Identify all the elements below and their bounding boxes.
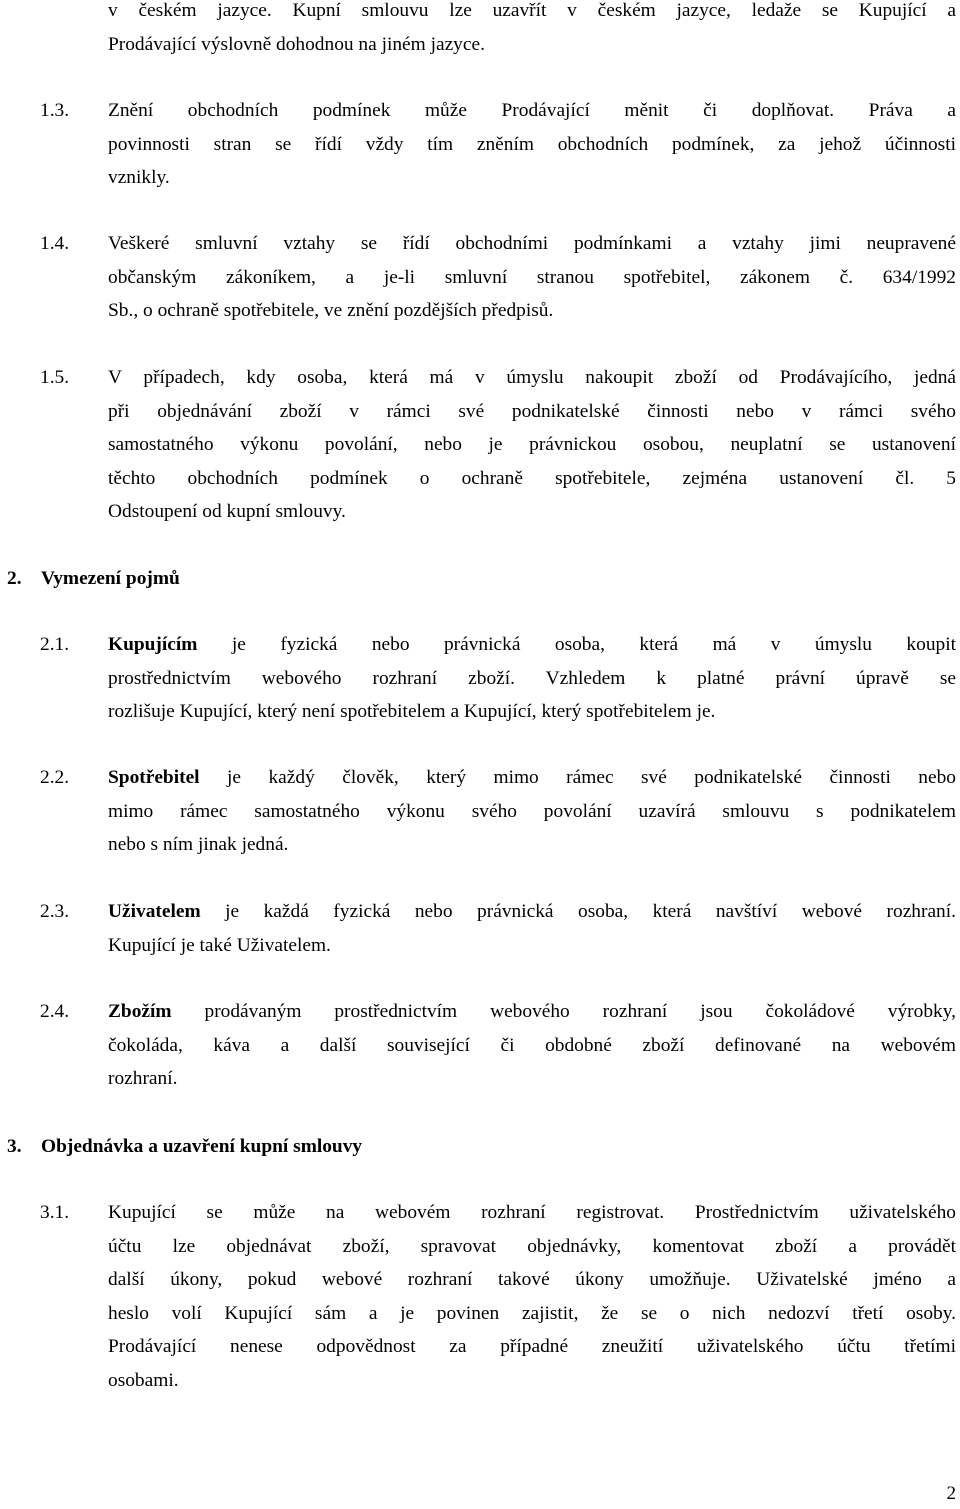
text-line: Veškeré smluvní vztahy se řídí obchodními podmínkami a vztahy jimi neupravené <box>108 233 956 254</box>
text-line: rozlišuje Kupující, který není spotřebitelem a Kupující, který spotřebitelem je. <box>108 701 716 722</box>
section-number: 3. <box>7 1136 22 1157</box>
text-line: samostatného výkonu povolání, nebo je právnickou osobou, neuplatní se ustanovení <box>108 434 956 455</box>
defined-term: Spotřebitel <box>108 767 200 788</box>
clause-number: 2.1. <box>40 634 70 655</box>
text-line: V případech, kdy osoba, která má v úmyslu nakoupit zboží od Prodávajícího, jedná <box>108 367 956 388</box>
text-line: čokoláda, káva a další související či obdobné zboží definované na webovém <box>108 1034 956 1056</box>
text-line: další úkony, pokud webové rozhraní takové úkony umožňuje. Uživatelské jméno a <box>108 1269 956 1290</box>
text-line: Prodávající nenese odpovědnost za případné zneužití uživatelského účtu třetími <box>108 1336 956 1357</box>
section-title: Objednávka a uzavření kupní smlouvy <box>41 1136 363 1157</box>
clause-1-5 <box>40 361 956 529</box>
clause-number: 2.4. <box>40 1001 70 1022</box>
defined-term: Kupujícím <box>108 634 198 655</box>
clause-3-1 <box>40 1196 956 1397</box>
section-heading <box>7 562 180 595</box>
text-line: účtu lze objednávat zboží, spravovat objednávky, komentovat zboží a provádět <box>108 1235 956 1257</box>
text-line: rozhraní. <box>108 1068 178 1089</box>
text-line: Prodávající výslovně dohodnou na jiném jazyce. <box>108 33 485 55</box>
text-line: Spotřebitel je každý člověk, který mimo rámec své podnikatelské činnosti nebo <box>108 767 956 788</box>
defined-term: Zbožím <box>108 1001 172 1022</box>
clause-1-3 <box>40 94 956 195</box>
text-line: Kupující se může na webovém rozhraní registrovat. Prostřednictvím uživatelského <box>108 1202 956 1223</box>
text-line: Kupující je také Uživatelem. <box>108 934 331 956</box>
text-line: Kupujícím je fyzická nebo právnická osoba, která má v úmyslu koupit <box>108 634 956 655</box>
clause-number: 1.3. <box>40 100 70 121</box>
page-number: 2 <box>946 1483 956 1504</box>
text-line: heslo volí Kupující sám a je povinen zajistit, že se o nich nedozví třetí osoby. <box>108 1302 956 1324</box>
section-title: Vymezení pojmů <box>41 568 180 589</box>
text-line: Sb., o ochraně spotřebitele, ve znění pozdějších předpisů. <box>108 300 554 321</box>
defined-term: Uživatelem <box>108 901 201 922</box>
text-line: občanským zákoníkem, a je-li smluvní stranou spotřebitel, zákonem č. 634/1992 <box>108 266 956 288</box>
text-line: v českém jazyce. Kupní smlouvu lze uzavřít v českém jazyce, ledaže se Kupující a <box>108 0 956 21</box>
clause-1-4 <box>40 227 956 328</box>
clause-2-2 <box>40 761 956 862</box>
text-line: prostřednictvím webového rozhraní zboží. Vzhledem k platné právní úpravě se <box>108 667 956 689</box>
clause-number: 2.3. <box>40 901 70 922</box>
clause-number: 1.4. <box>40 233 70 254</box>
text-line: Odstoupení od kupní smlouvy. <box>108 501 346 522</box>
text-line: Zbožím prodávaným prostřednictvím webového rozhraní jsou čokoládové výrobky, <box>108 1001 956 1022</box>
clause-2-4 <box>40 995 956 1096</box>
text-line: Uživatelem je každá fyzická nebo právnická osoba, která navštíví webové rozhraní. <box>108 901 956 922</box>
text-line: povinnosti stran se řídí vždy tím zněním obchodních podmínek, za jehož účinnosti <box>108 133 956 155</box>
text-line: při objednávání zboží v rámci své podnikatelské činnosti nebo v rámci svého <box>108 400 956 422</box>
clause-2-3 <box>40 895 956 962</box>
clause-number: 1.5. <box>40 367 70 388</box>
section-number: 2. <box>7 568 22 589</box>
clause-2-1 <box>40 628 956 729</box>
intro-paragraph <box>40 0 956 61</box>
section-heading <box>7 1130 362 1163</box>
text-line: nebo s ním jinak jedná. <box>108 834 289 855</box>
text-line: těchto obchodních podmínek o ochraně spotřebitele, zejména ustanovení čl. 5 <box>108 467 956 489</box>
text-line: vznikly. <box>108 167 170 188</box>
text-line: Znění obchodních podmínek může Prodávající měnit či doplňovat. Práva a <box>108 100 956 121</box>
clause-number: 2.2. <box>40 767 70 788</box>
clause-number: 3.1. <box>40 1202 70 1223</box>
text-line: osobami. <box>108 1369 179 1391</box>
text-line: mimo rámec samostatného výkonu svého povolání uzavírá smlouvu s podnikatelem <box>108 800 956 822</box>
